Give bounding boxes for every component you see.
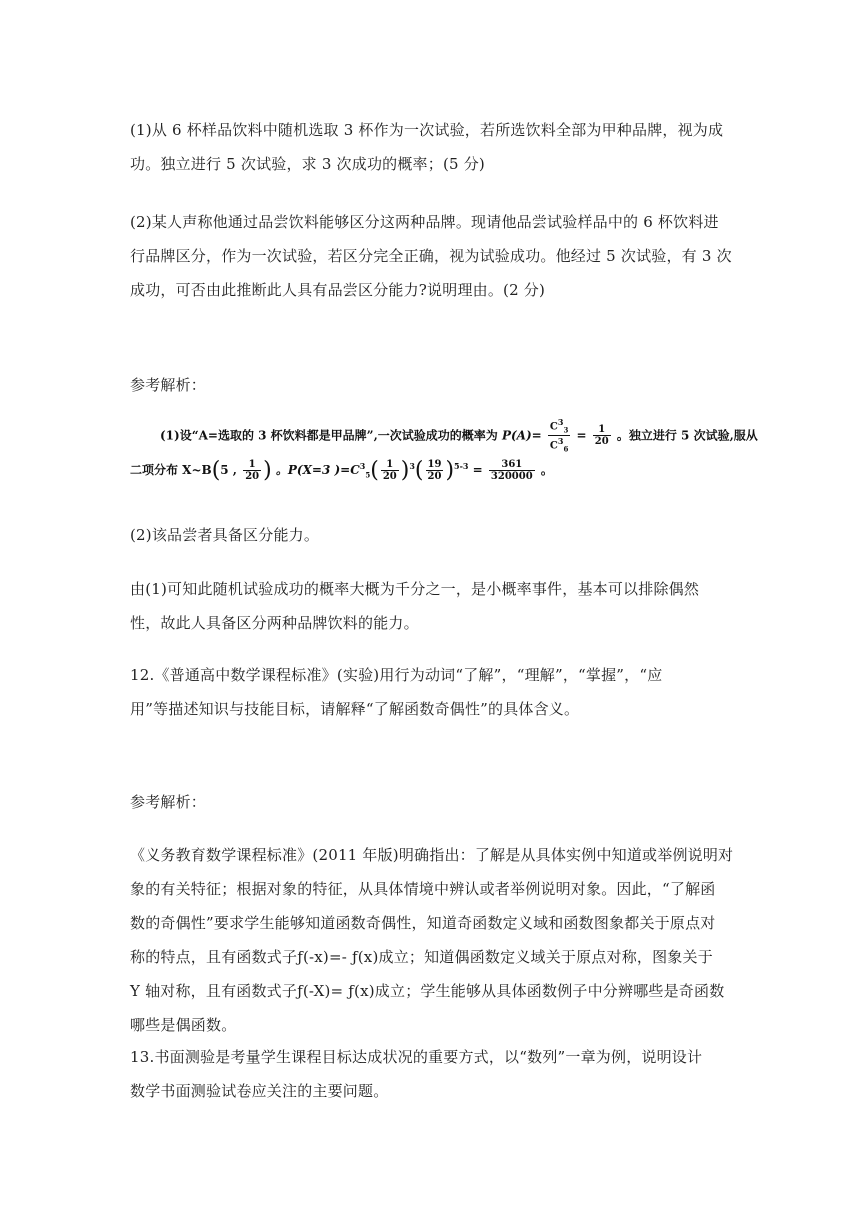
answer-part-2: (2)该品尝者具备区分能力。: [130, 526, 320, 544]
text-line: 12.《普通高中数学课程标准》(实验)用行为动词“了解”，“理解”，“掌握”，“应: [130, 666, 663, 684]
probability-fraction: $\frac{1}{20}$: [594, 424, 609, 448]
text-line: (2)某人声称他通过品尝饮料能够区分这两种品牌。现请他品尝试验样品中的 6 杯饮料进: [130, 213, 719, 231]
text-line: 哪些是偶函数。: [130, 1016, 237, 1034]
solution-formula-line-2: 二项分布 X~B(5 , $\frac{1}{20}$ ) 。P(X=3 )$=C^3_5$( $\frac{1}{20}$ )$^3$( $\frac{19}{20}$ )$^{5-3}$ = $\frac{361}{320000}$ 。: [130, 458, 553, 483]
text-line: 用”等描述知识与技能目标，请解释“了解函数奇偶性”的具体含义。: [130, 700, 580, 718]
answer-part-2-reason: [130, 572, 735, 640]
solution-formula-line-1: (1)设“A=选取的 3 杯饮料都是甲品牌”,一次试验成功的概率为 P(A)= $\frac{C^3_3}{C^3_6}$ = $\frac{1}{20}$ 。独立进行 5 次试验,服从: [160, 417, 758, 454]
text-line: 行品牌区分，作为一次试验，若区分完全正确，视为试验成功。他经过 5 次试验，有 3 次: [130, 247, 732, 265]
text-line: 性，故此人具备区分两种品牌饮料的能力。: [130, 614, 419, 632]
text-line: Y 轴对称，且有函数式子ƒ(-X)= ƒ(x)成立；学生能够从具体函数例子中分辨哪些是奇函数: [130, 982, 725, 1000]
reference-answer-label: 参考解析：: [130, 793, 207, 811]
text-line: 数的奇偶性”要求学生能够知道函数奇偶性，知道奇函数定义域和函数图象都关于原点对: [130, 914, 716, 932]
answer-12: [130, 838, 735, 1042]
text-line: (1)从 6 杯样品饮料中随机选取 3 杯作为一次试验，若所选饮料全部为甲种品牌，视为成: [130, 121, 724, 139]
fraction: $\frac{1}{20}$: [382, 459, 397, 482]
text-line: 称的特点，且有函数式子ƒ(-x)=- ƒ(x)成立；知道偶函数定义域关于原点对称，图象关于: [130, 948, 713, 966]
question-11-part-1: [130, 113, 735, 181]
fraction: $\frac{19}{20}$: [427, 459, 442, 482]
reference-answer-label: 参考解析：: [130, 376, 207, 394]
text-line: 象的有关特征；根据对象的特征，从具体情境中辨认或者举例说明对象。因此，“了解函: [130, 880, 716, 898]
question-12: [130, 658, 735, 726]
text-line: 13.书面测验是考量学生课程目标达成状况的重要方式，以“数列”一章为例，说明设计: [130, 1048, 703, 1066]
fraction: $\frac{361}{320000}$: [490, 459, 533, 482]
fraction: $\frac{1}{20}$: [245, 459, 260, 482]
question-11-part-2: [130, 205, 735, 307]
text-line: 由(1)可知此随机试验成功的概率大概为千分之一，是小概率事件，基本可以排除偶然: [130, 580, 700, 598]
text-line: 《义务教育数学课程标准》(2011 年版)明确指出：了解是从具体实例中知道或举例说明对: [130, 846, 734, 864]
text-line: 成功，可否由此推断此人具有品尝区分能力?说明理由。(2 分): [130, 281, 546, 299]
question-13: [130, 1040, 735, 1108]
text-line: 功。独立进行 5 次试验，求 3 次成功的概率；(5 分): [130, 155, 485, 173]
text-line: 数学书面测验试卷应关注的主要问题。: [130, 1082, 389, 1100]
combination-fraction: $\frac{C^3_3}{C^3_6}$: [549, 417, 569, 454]
